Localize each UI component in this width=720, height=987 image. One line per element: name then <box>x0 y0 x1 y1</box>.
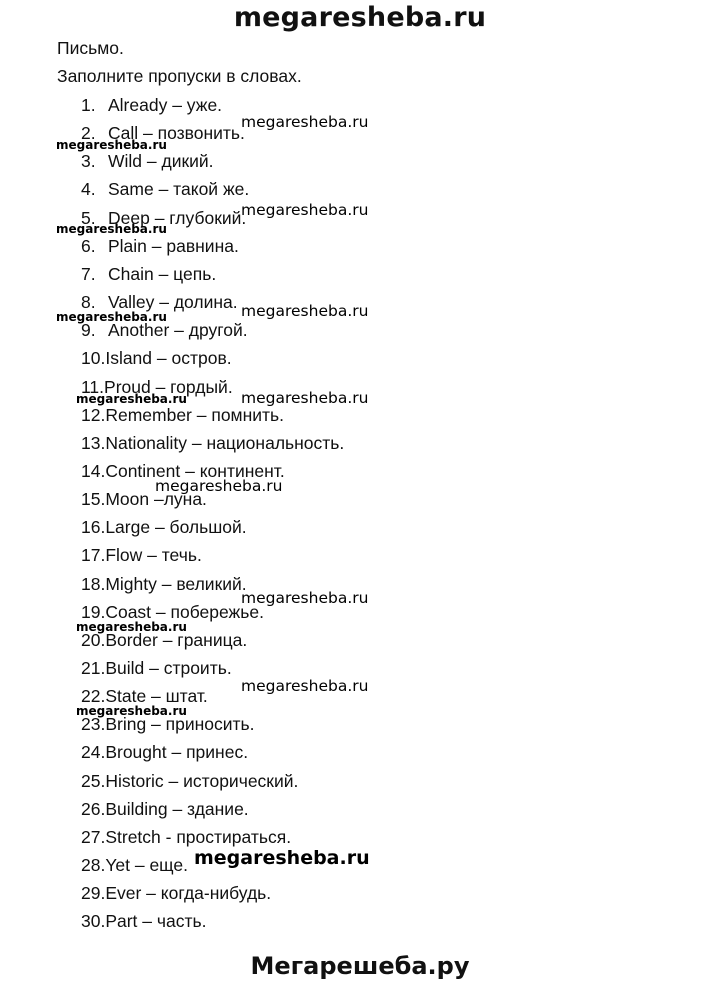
item-number: 21. <box>81 658 106 678</box>
item-text: Plain – равнина. <box>108 235 239 256</box>
item-text: Brought – принес. <box>105 742 249 763</box>
item-text: Moon –луна. <box>105 489 207 510</box>
list-item <box>81 151 214 179</box>
list-item <box>81 517 247 545</box>
watermark: megaresheba.ru <box>155 477 283 495</box>
item-text: Flow – течь. <box>105 545 202 566</box>
item-text: Already – уже. <box>108 95 223 115</box>
list-item <box>81 236 239 264</box>
item-text: Stretch - простираться. <box>105 826 292 847</box>
list-item <box>81 855 188 883</box>
item-number: 23. <box>81 714 106 735</box>
watermark: megaresheba.ru <box>76 704 187 718</box>
item-number: 18. <box>81 573 106 594</box>
item-number: 4. <box>81 179 96 200</box>
watermark: megaresheba.ru <box>76 620 187 634</box>
item-number: 2. <box>81 123 96 144</box>
list-item <box>81 742 248 770</box>
item-number: 27. <box>81 826 106 847</box>
list-item <box>81 405 284 433</box>
list-item <box>81 574 247 602</box>
watermark: megaresheba.ru <box>241 389 369 407</box>
item-text: Historic – исторический. <box>105 770 299 791</box>
watermark: megaresheba.ru <box>194 847 370 869</box>
list-item <box>81 433 344 461</box>
item-text: Build – строить. <box>105 658 232 678</box>
item-number: 26. <box>81 798 106 819</box>
item-number: 19. <box>81 601 106 622</box>
item-text: Ever – когда-нибудь. <box>105 883 272 904</box>
item-number: 25. <box>81 770 106 791</box>
item-number: 6. <box>81 235 96 256</box>
watermark: megaresheba.ru <box>56 138 167 152</box>
item-text: Wild – дикий. <box>108 151 214 172</box>
list-item <box>81 264 216 292</box>
list-item <box>81 630 247 658</box>
item-text: Proud – гордый. <box>104 376 233 397</box>
item-number: 5. <box>81 207 96 228</box>
item-text: Chain – цепь. <box>108 263 217 284</box>
item-text: Coast – побережье. <box>105 601 264 622</box>
item-text: Same – такой же. <box>108 179 250 200</box>
watermark: megaresheba.ru <box>241 113 369 131</box>
list-item <box>81 883 271 911</box>
site-header: megaresheba.ru <box>233 2 487 33</box>
item-number: 22. <box>81 686 106 707</box>
item-number: 10. <box>81 348 106 369</box>
item-number: 9. <box>81 320 96 341</box>
item-number: 13. <box>81 432 106 453</box>
item-text: Valley – долина. <box>108 292 238 312</box>
site-footer: Мегарешеба.ру <box>250 952 470 980</box>
watermark: megaresheba.ru <box>241 302 369 320</box>
item-number: 1. <box>81 95 96 115</box>
item-text: Deep – глубокий. <box>108 207 247 228</box>
exercise-instruction: Заполните пропуски в словах. <box>57 66 302 86</box>
item-number: 14. <box>81 460 106 481</box>
watermark: megaresheba.ru <box>241 677 369 695</box>
item-text: Building – здание. <box>105 798 249 819</box>
item-number: 15. <box>81 489 106 510</box>
item-number: 8. <box>81 292 96 312</box>
item-number: 11. <box>81 376 105 397</box>
letter-title: Письмо. <box>57 38 124 58</box>
item-number: 3. <box>81 151 96 172</box>
watermark: megaresheba.ru <box>56 310 167 324</box>
list-item <box>81 179 249 207</box>
item-number: 12. <box>81 404 106 425</box>
item-number: 17. <box>81 545 106 566</box>
item-number: 30. <box>81 911 106 932</box>
item-text: Part – часть. <box>105 911 207 932</box>
item-number: 7. <box>81 263 96 284</box>
item-text: Bring – приносить. <box>105 714 255 735</box>
item-text: State – штат. <box>105 686 208 707</box>
watermark: megaresheba.ru <box>241 589 369 607</box>
list-item <box>81 545 202 573</box>
item-number: 24. <box>81 742 106 763</box>
item-number: 29. <box>81 883 106 904</box>
list-item <box>81 658 232 686</box>
item-text: Continent – континент. <box>105 460 285 481</box>
watermark: megaresheba.ru <box>56 222 167 236</box>
item-number: 20. <box>81 629 106 650</box>
item-text: Mighty – великий. <box>105 573 247 594</box>
item-text: Yet – еще. <box>105 855 188 875</box>
list-item <box>81 95 222 123</box>
list-item <box>81 320 248 348</box>
item-text: Another – другой. <box>108 320 248 341</box>
item-text: Nationality – национальность. <box>105 432 345 453</box>
item-text: Large – большой. <box>105 517 247 538</box>
watermark: megaresheba.ru <box>76 392 187 406</box>
list-item <box>81 348 232 376</box>
item-text: Remember – помнить. <box>105 404 285 425</box>
list-item <box>81 799 249 827</box>
list-item <box>81 714 255 742</box>
item-number: 16. <box>81 517 106 538</box>
item-text: Border – граница. <box>105 629 248 650</box>
list-item <box>81 911 206 939</box>
list-item <box>81 771 298 799</box>
item-number: 28. <box>81 855 106 875</box>
item-text: Island – остров. <box>105 348 232 369</box>
item-text: Call – позвонить. <box>108 123 245 144</box>
watermark: megaresheba.ru <box>241 201 369 219</box>
